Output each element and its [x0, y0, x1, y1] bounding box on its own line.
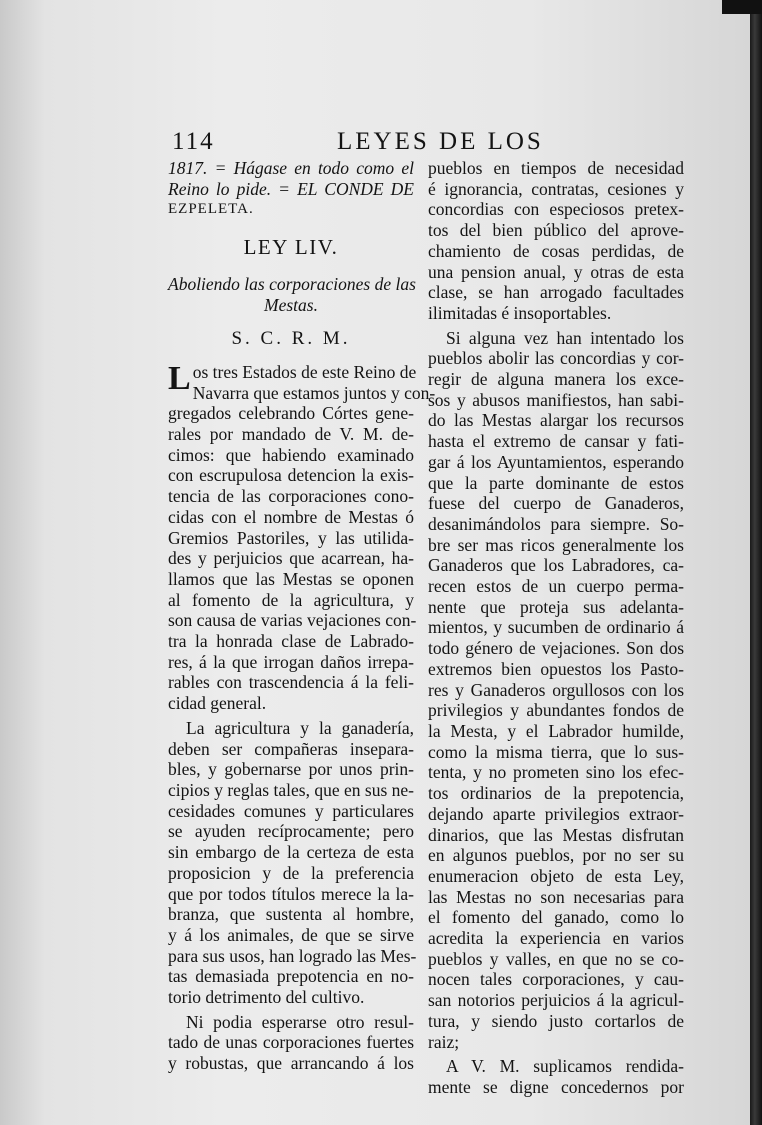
salutation: S. C. R. M. — [231, 328, 351, 350]
text-line: con escrupulosa detencion la exis- — [168, 465, 414, 486]
right-column — [428, 158, 684, 1098]
text-line: fuese del cuerpo de Ganaderos, — [428, 493, 684, 514]
signature-line: EZPELETA. — [168, 201, 254, 218]
text-line: son causa de varias vejaciones con- — [168, 610, 417, 631]
text-line: cimos: que habiendo examinado — [168, 444, 414, 465]
text-line: cipios y reglas tales, que en sus ne- — [168, 779, 414, 800]
text-line: que la parte dominante de estos — [428, 472, 684, 493]
law-subtitle — [168, 274, 414, 315]
text-line: pueblos y valles, en que no se co- — [428, 948, 684, 969]
text-line: tas demasiada prepotencia en no- — [168, 966, 414, 987]
paragraph-2 — [428, 328, 684, 1053]
page-edge-shadow — [750, 0, 762, 1125]
left-column — [168, 158, 436, 1074]
text-line: al fomento de la agricultura, y — [168, 589, 414, 610]
text-line: branza, que sustenta al hombre, — [168, 904, 414, 925]
text-line: concordias con especiosos pretex- — [428, 199, 684, 220]
text-line: Navarra que estamos juntos y con- — [192, 382, 436, 403]
text-line: cidad general. — [168, 693, 267, 714]
text-line: en algunos pueblos, por no ser su — [428, 845, 684, 866]
text-line: acredita la experiencia en varios — [428, 928, 684, 949]
text-line: tado de unas corporaciones fuertes — [168, 1032, 414, 1053]
page-number: 114 — [172, 128, 215, 155]
text-line: el fomento del ganado, como lo — [428, 907, 684, 928]
running-title: LEYES DE LOS — [337, 128, 544, 155]
text-line: clase, se han arrogado facultades — [428, 282, 684, 303]
running-head — [172, 128, 692, 160]
text-line: os tres Estados de este Reino de — [192, 361, 417, 382]
text-line: tenta, y no prometen sino los efec- — [428, 762, 684, 783]
text-line: desanimándolos para siempre. So- — [428, 513, 684, 534]
text-line: Reino lo pide. = EL CONDE DE — [168, 178, 414, 199]
paragraph-2 — [168, 717, 417, 1008]
text-line: Ni podia esperarse otro resul- — [186, 1011, 414, 1032]
text-line: y á los animales, de que se sirve — [168, 924, 414, 945]
text-line: cesidades comunes y particulares — [168, 800, 414, 821]
text-line: é ignorancia, contratas, cesiones y — [428, 178, 684, 199]
text-line: nente que proteja sus adelanta- — [428, 596, 684, 617]
text-line: 1817. = Hágase en todo como el — [168, 158, 414, 178]
text-line: bre ser mas ricos generalmente los — [428, 534, 684, 555]
text-line: se ayuden recíprocamente; pero — [168, 821, 414, 842]
subtitle-line: Aboliendo las corporaciones de las — [168, 273, 416, 294]
text-line: ilimitadas é insoportables. — [428, 302, 612, 323]
text-line: para sus usos, han logrado las Mes- — [168, 945, 417, 966]
text-line: enumeracion objeto de esta Ley, — [428, 865, 684, 886]
text-line: privilegios y abundantes fondos de — [428, 700, 684, 721]
text-line: gar á los Ayuntamientos, esperando — [428, 451, 684, 472]
text-line: regir de alguna manera los exce- — [428, 369, 684, 390]
text-line: Si alguna vez han intentado los — [446, 327, 684, 348]
text-line: Ganaderos que los Labradores, ca- — [428, 555, 684, 576]
text-line: res, á la que irrogan daños irrepa- — [168, 651, 414, 672]
text-line: pueblos en tiempos de necesidad — [428, 158, 684, 178]
text-line: la Mesta, y el Labrador humilde, — [428, 720, 684, 741]
text-line: A V. M. suplicamos rendida- — [446, 1056, 684, 1077]
text-line: cidas con el nombre de Mestas ó — [168, 506, 414, 527]
text-line: tura, y siendo justo cortarlos de — [428, 1010, 684, 1031]
paragraph-3 — [168, 1012, 414, 1074]
text-line: tra la honrada clase de Labrado- — [168, 631, 414, 652]
text-line: gregados celebrando Córtes gene- — [168, 403, 414, 424]
text-line: Gremios Pastoriles, y las utilida- — [168, 527, 414, 548]
text-line: sin embargo de la certeza de esta — [168, 842, 414, 863]
text-line: como la misma tierra, que lo sus- — [428, 741, 684, 762]
text-line: que por todos títulos merece la la- — [168, 883, 414, 904]
text-line: extremos bien opuestos los Pasto- — [428, 658, 684, 679]
text-line: dinarios, que las Mestas disfrutan — [428, 824, 684, 845]
text-line: torio detrimento del cultivo. — [168, 987, 365, 1008]
text-line: dejando aparte privilegios extraor- — [428, 803, 684, 824]
page-corner-shadow — [722, 0, 762, 14]
text-line: tos del bien público del aprove- — [428, 220, 684, 241]
text-line: todo género de vejaciones. Son dos — [428, 638, 684, 659]
subtitle-line: Mestas. — [264, 294, 318, 315]
paragraph-1 — [428, 158, 684, 324]
text-line: tencia de las corporaciones cono- — [168, 486, 414, 507]
text-line: recen estos de un cuerpo perma- — [428, 576, 684, 597]
text-line: hasta el extremo de cansar y fati- — [428, 431, 684, 452]
paragraph-3 — [428, 1056, 684, 1097]
text-line: deben ser compañeras insepara- — [168, 738, 414, 759]
text-line: mente se digne concedernos por — [428, 1076, 684, 1097]
text-line: rables con trascendencia á la feli- — [168, 672, 414, 693]
text-line: raiz; — [428, 1031, 460, 1052]
text-line: mientos, y sucumben de ordinario á — [428, 617, 684, 638]
text-line: y robustas, que arrancando á los — [168, 1053, 414, 1074]
text-line: res y Ganaderos orgullosos con los — [428, 679, 684, 700]
text-line: bles, y gobernarse por unos prin- — [168, 759, 414, 780]
text-line: rales por mandado de V. M. de- — [168, 424, 414, 445]
text-line: una pension anual, y otras de esta — [428, 261, 684, 282]
text-line: san notorios perjuicios á la agricul- — [428, 990, 684, 1011]
text-line: des y perjuicios que acarrean, ha- — [168, 548, 414, 569]
text-line: nocen tales corporaciones, y cau- — [428, 969, 684, 990]
text-line: tos ordinarios de la prepotencia, — [428, 783, 684, 804]
intro-paragraph — [168, 158, 414, 220]
text-line: do las Mestas alargar los recursos — [428, 410, 684, 431]
text-line: sos y abusos manifiestos, han sabi- — [428, 389, 684, 410]
text-line: proposicion y de la preferencia — [168, 862, 414, 883]
text-line: pueblos abolir las concordias y cor- — [428, 348, 684, 369]
drop-cap: L — [168, 359, 191, 397]
text-line: chamiento de cosas perdidas, de — [428, 240, 684, 261]
text-line: llamos que las Mestas se oponen — [168, 568, 414, 589]
paragraph-1 — [168, 359, 436, 714]
text-line: las Mestas no son necesarias para — [428, 886, 684, 907]
law-heading: LEY LIV. — [243, 235, 339, 260]
text-line: La agricultura y la ganadería, — [186, 717, 414, 738]
